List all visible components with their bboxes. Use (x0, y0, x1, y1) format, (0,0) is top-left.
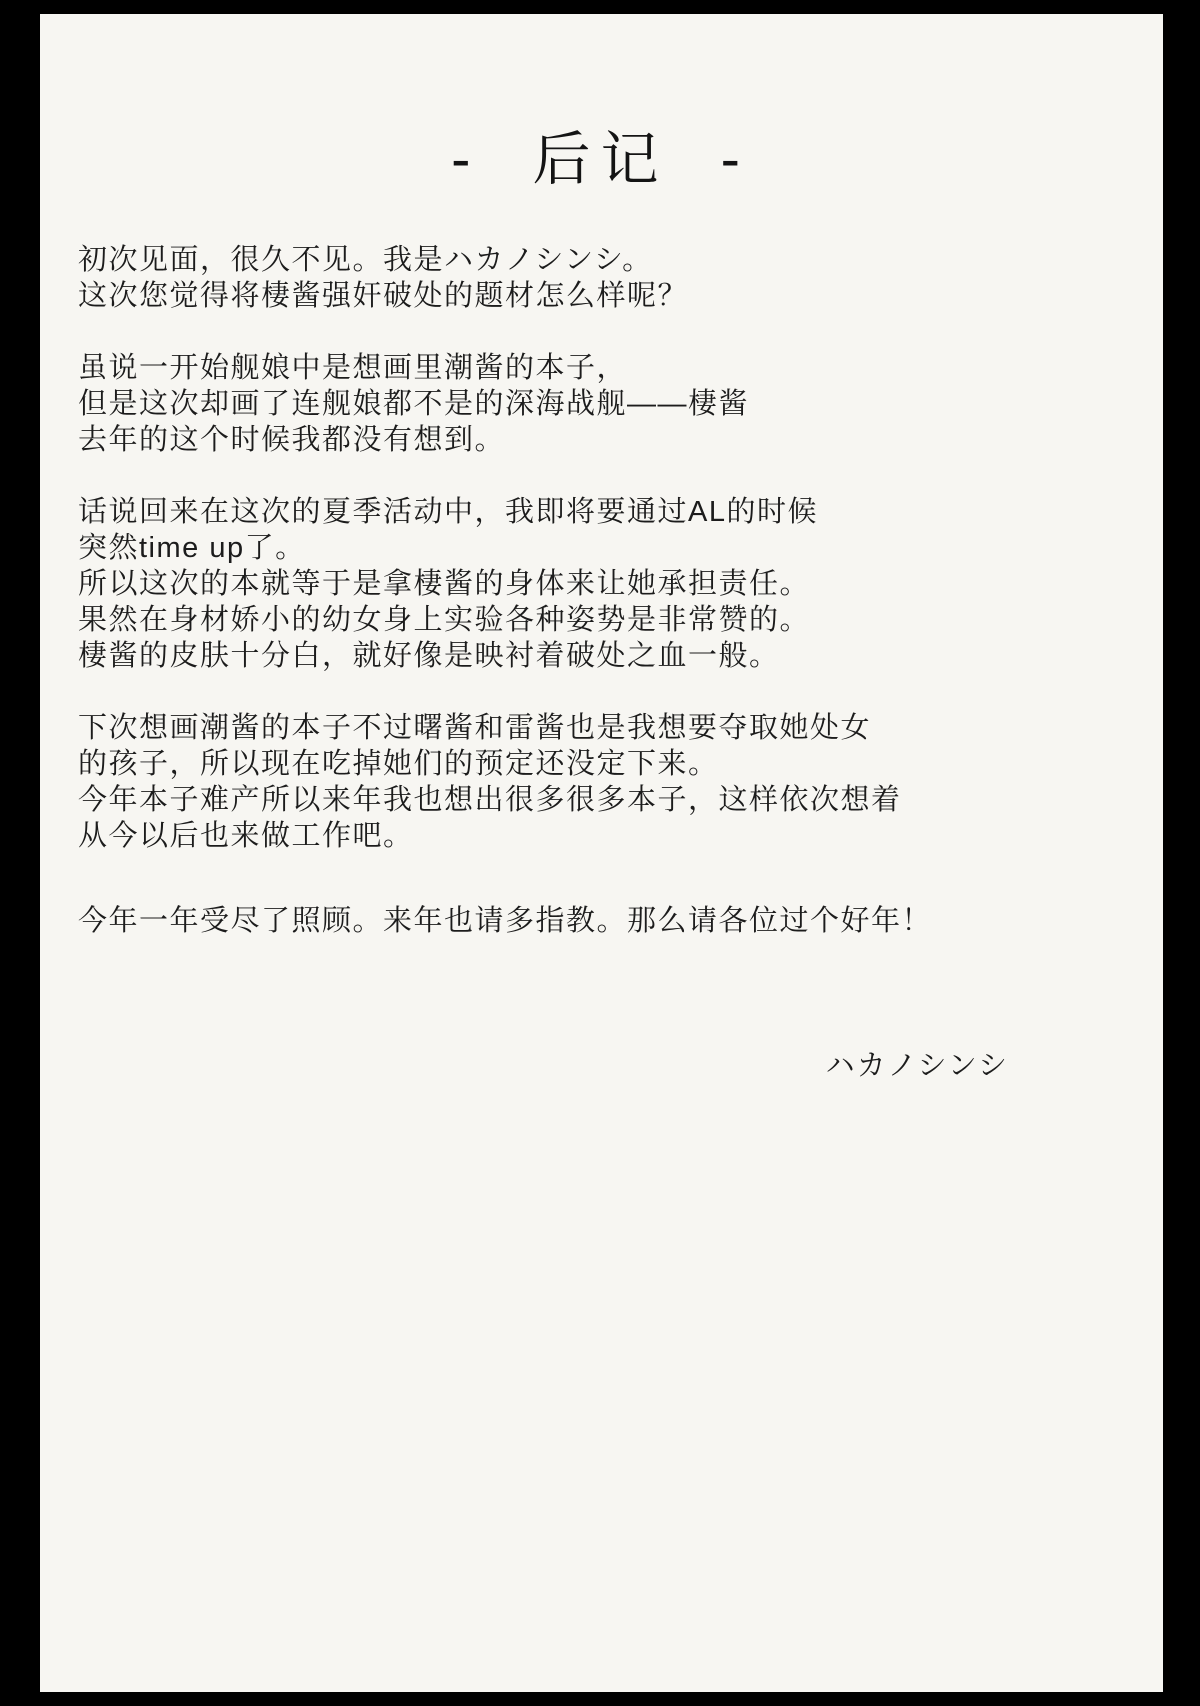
paragraph-original-plan (78, 350, 1123, 458)
text-line: 但是这次却画了连舰娘都不是的深海战舰——棲酱 (78, 388, 750, 420)
text-line: 突然time up了。 (78, 532, 306, 564)
text-line: 从今以后也来做工作吧。 (78, 820, 414, 852)
afterword-page (40, 14, 1163, 1692)
text-line: 去年的这个时候我都没有想到。 (78, 424, 506, 456)
text-line: 虽说一开始舰娘中是想画里潮酱的本子， (78, 352, 628, 384)
page-title: - 后记 - (451, 127, 750, 192)
text-line: 话说回来在这次的夏季活动中，我即将要通过AL的时候 (78, 496, 818, 528)
paragraph-closing (78, 903, 1123, 939)
text-line: 棲酱的皮肤十分白，就好像是映衬着破处之血一般。 (78, 640, 780, 672)
paragraph-greeting (78, 242, 1123, 314)
text-line: 所以这次的本就等于是拿棲酱的身体来让她承担责任。 (78, 568, 811, 600)
text-line: 的孩子，所以现在吃掉她们的预定还没定下来。 (78, 748, 719, 780)
paragraph-future-plans (78, 710, 1123, 854)
text-line: 果然在身材娇小的幼女身上实验各种姿势是非常赞的。 (78, 604, 811, 636)
text-line: 下次想画潮酱的本子不过曙酱和雷酱也是我想要夺取她处女 (78, 712, 872, 744)
text-line: 这次您觉得将棲酱强奸破处的题材怎么样呢？ (78, 280, 689, 312)
text-line: 今年一年受尽了照顾。来年也请多指教。那么请各位过个好年！ (78, 905, 933, 937)
author-signature: ハカノシンシ (825, 1050, 1009, 1082)
text-line: 今年本子难产所以来年我也想出很多很多本子，这样依次想着 (78, 784, 902, 816)
paragraph-summer-event (78, 494, 1123, 674)
text-line: 初次见面，很久不见。我是ハカノシンシ。 (78, 244, 653, 276)
